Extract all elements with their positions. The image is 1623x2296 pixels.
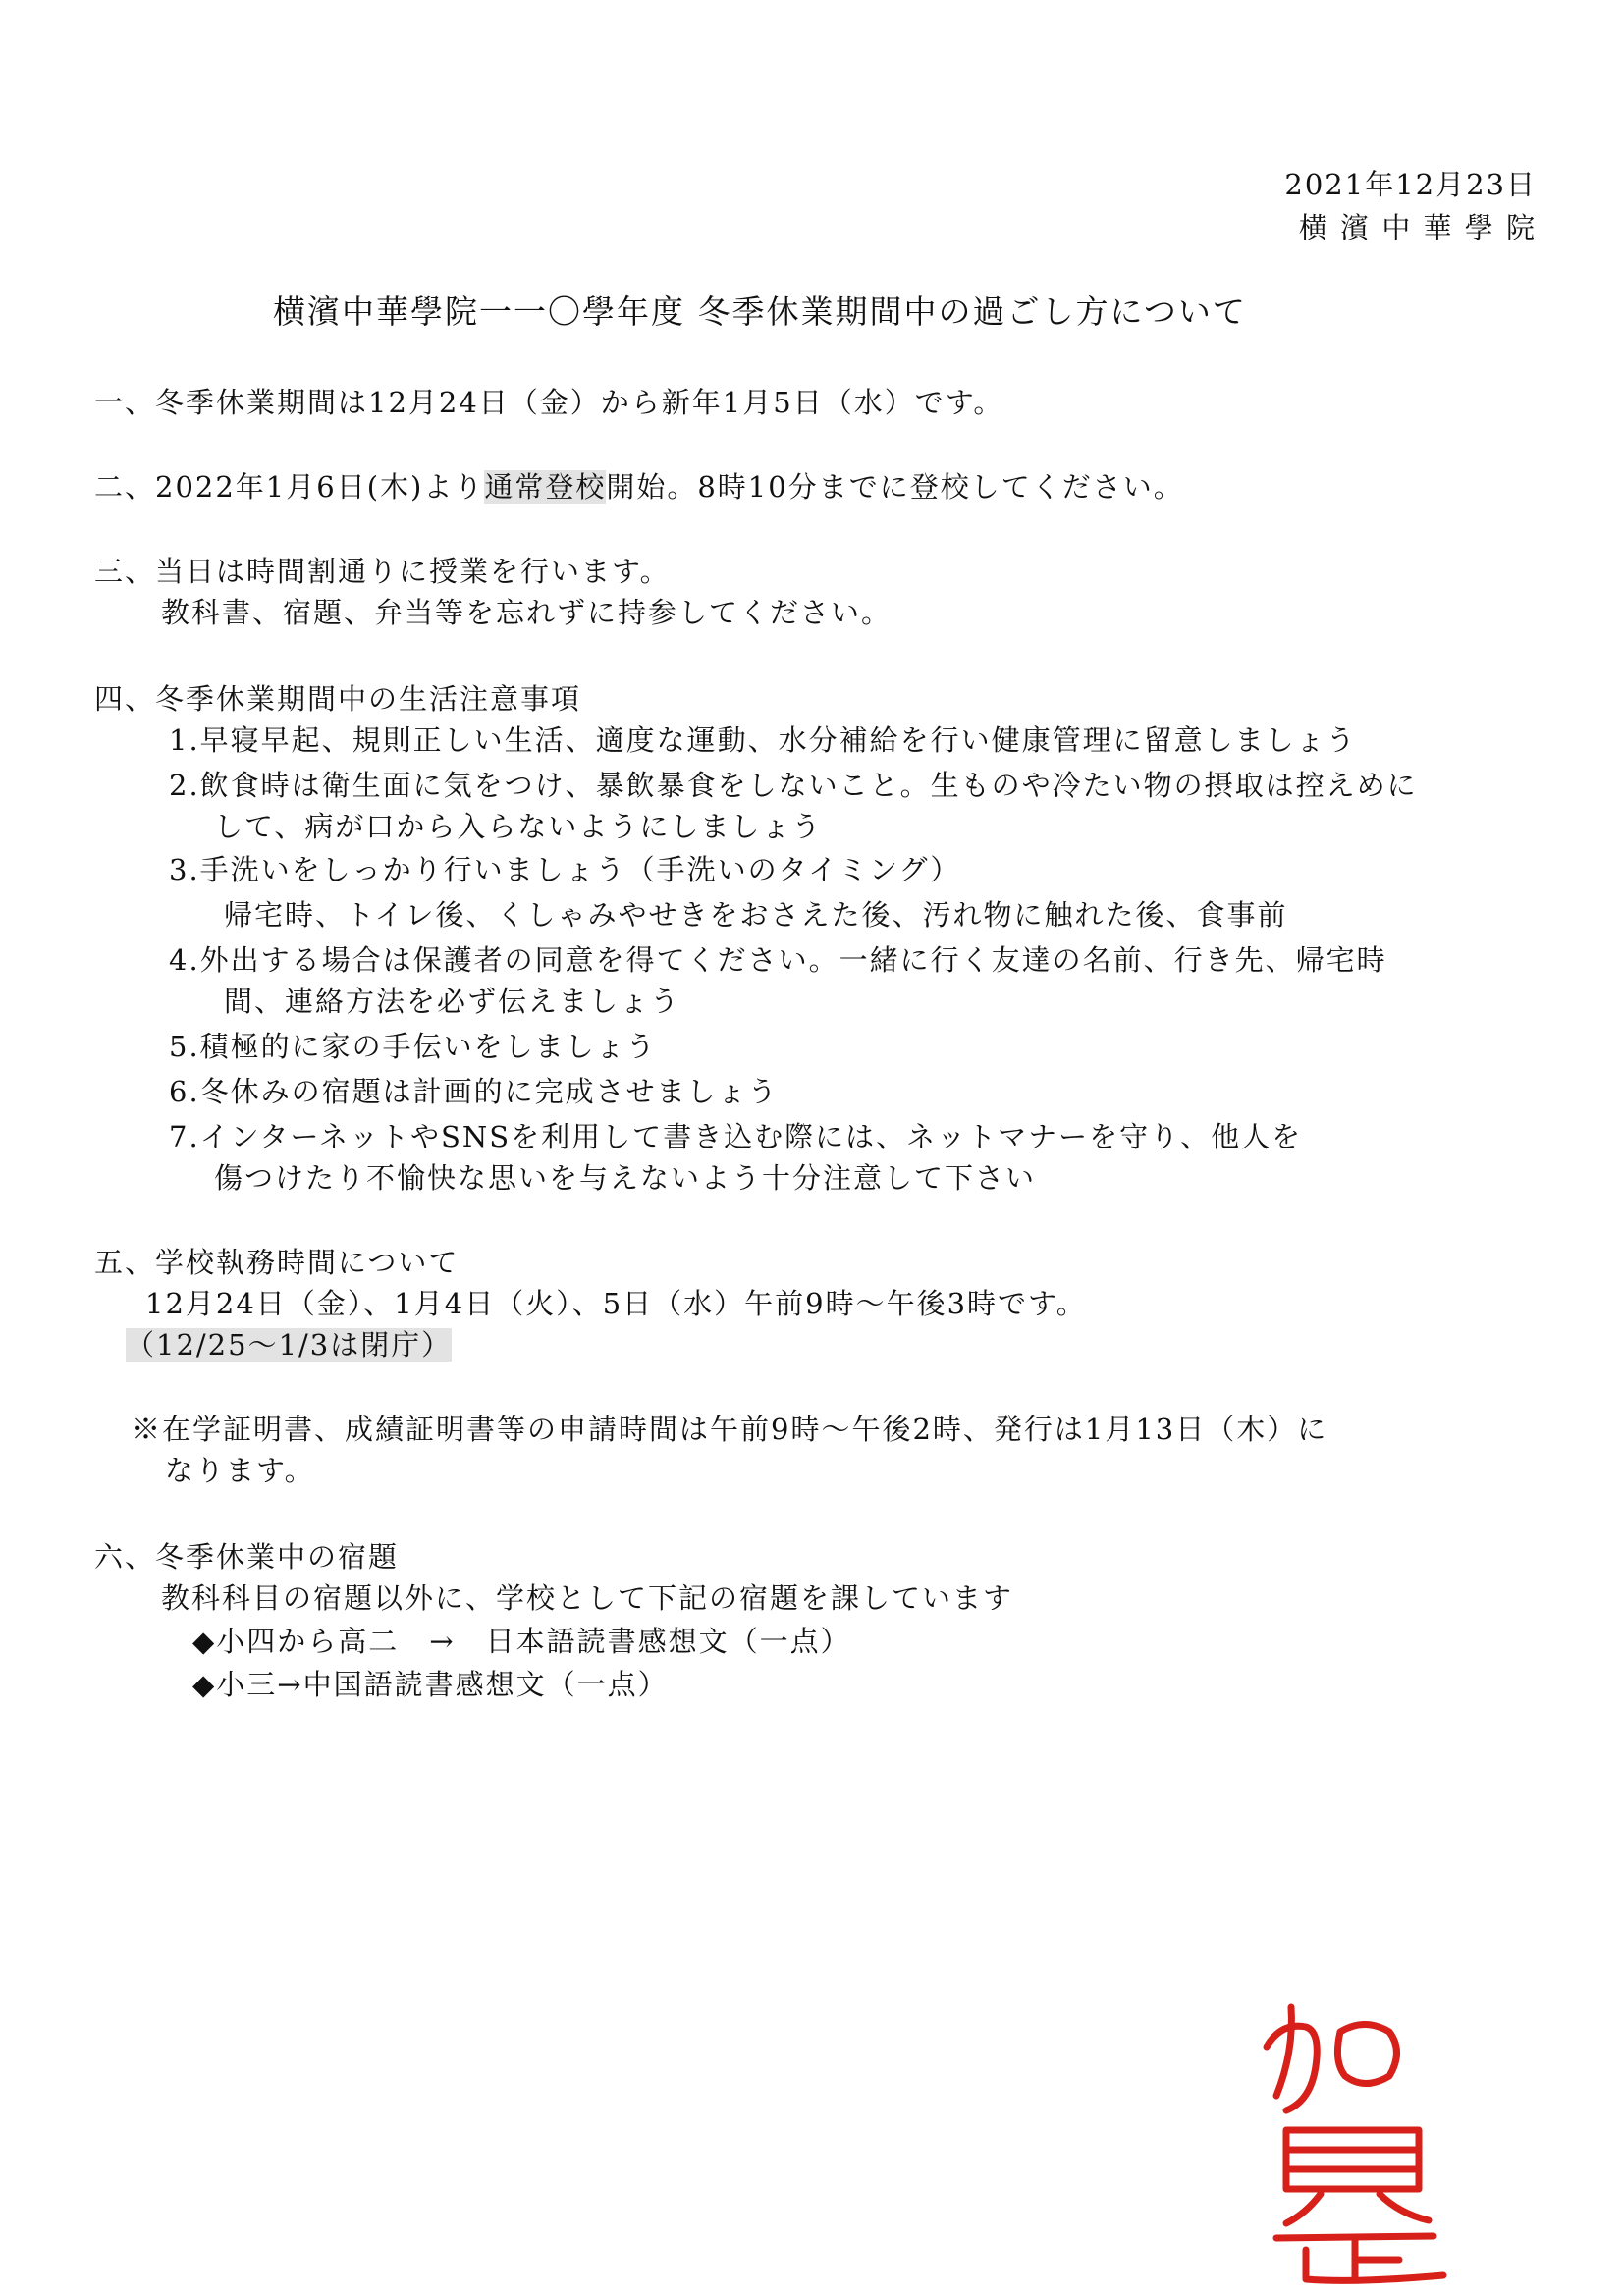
- homework-item-2: ◆小三→中国語読書感想文（一点）: [192, 1668, 669, 1701]
- section-6-line1: 教科科目の宿題以外に、学校として下記の宿題を課しています: [161, 1581, 1014, 1615]
- s4-item-4: 4.外出する場合は保護者の同意を得てください。一緒に行く友達の名前、行き先、帰宅時: [169, 943, 1387, 977]
- section-5-note-1: ※在学証明書、成績証明書等の申請時間は午前9時～午後2時、発行は1月13日（木）に: [132, 1413, 1328, 1446]
- issue-date: 2021年12月23日: [1284, 168, 1537, 201]
- section-6-heading: 六、冬季休業中の宿題: [94, 1540, 400, 1574]
- s4-item-6: 6.冬休みの宿題は計画的に完成させましょう: [169, 1075, 779, 1108]
- section-5-heading: 五、学校執務時間について: [94, 1246, 460, 1279]
- section-5-closed: [126, 1325, 452, 1364]
- s4-item-5: 5.積極的に家の手伝いをしましょう: [169, 1030, 657, 1063]
- section-5-note-2: なります。: [165, 1454, 315, 1487]
- new-year-seal: [1247, 1993, 1463, 2287]
- homework-item-1: ◆小四から高二 → 日本語読書感想文（一点）: [192, 1625, 851, 1658]
- s4-item-1: 1.早寝早起、規則正しい生活、適度な運動、水分補給を行い健康管理に留意しましょう: [169, 723, 1357, 757]
- closed-period: （12/25～1/3は閉庁）: [126, 1328, 453, 1362]
- s4-item-3: 3.手洗いをしっかり行いましょう（手洗いのタイミング）: [169, 853, 961, 886]
- s4-item-3-cont: 帰宅時、トイレ後、くしゃみやせきをおさえた後、汚れ物に触れた後、食事前: [224, 898, 1288, 932]
- section-3-line2: 教科書、宿題、弁当等を忘れずに持参してください。: [161, 596, 893, 629]
- s4-item-4-cont: 間、連絡方法を必ず伝えましょう: [224, 985, 681, 1018]
- s4-item-7: 7.インターネットやSNSを利用して書き込む際には、ネットマナーを守り、他人を: [169, 1120, 1303, 1153]
- section-4-heading: 四、冬季休業期間中の生活注意事項: [94, 682, 582, 716]
- section-1: 一、冬季休業期間は12月24日（金）から新年1月5日（水）です。: [94, 386, 1004, 419]
- s4-item-2: 2.飲食時は衛生面に気をつけ、暴飲暴食をしないこと。生ものや冷たい物の摂取は控えめに: [169, 769, 1418, 802]
- page-title: 横濱中華學院一一〇學年度 冬季休業期間中の過ごし方について: [273, 293, 1247, 331]
- s4-item-7-cont: 傷つけたり不愉快な思いを与えないよう十分注意して下さい: [214, 1161, 1037, 1195]
- section-2: [94, 467, 1184, 507]
- school-name: 横 濱 中 華 學 院: [1298, 211, 1537, 244]
- section-5-hours: 12月24日（金）、1月4日（火）、5日（水）午前9時～午後3時です。: [145, 1287, 1087, 1320]
- section-2-before: 二、2022年1月6日(木)より: [94, 470, 485, 504]
- section-2-highlight: 通常登校: [484, 470, 607, 504]
- section-2-after: 開始。8時10分までに登校してください。: [606, 470, 1184, 504]
- section-3-line1: 三、当日は時間割通りに授業を行います。: [94, 555, 671, 588]
- s4-item-2-cont: して、病が口から入らないようにしましょう: [214, 810, 823, 843]
